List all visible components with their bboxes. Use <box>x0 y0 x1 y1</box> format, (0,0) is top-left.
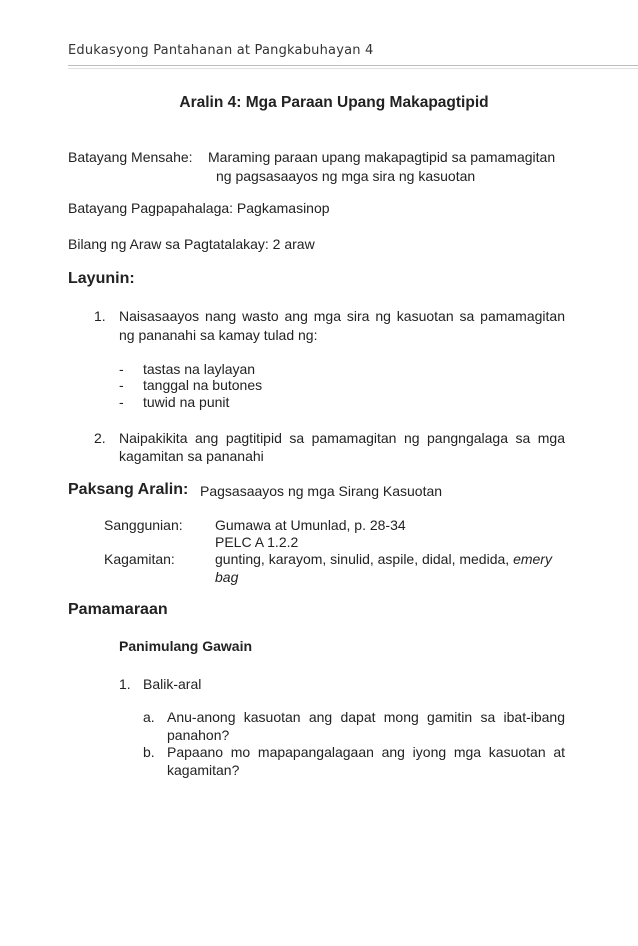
kagamitan-label: Kagamitan: <box>104 551 175 567</box>
batayang-mensahe-label: Batayang Mensahe: <box>68 149 193 165</box>
objective-number: 2. <box>94 430 106 446</box>
panimulang-gawain-heading: Panimulang Gawain <box>119 638 253 654</box>
objective-number: 1. <box>94 308 106 324</box>
step-text: Balik-aral <box>143 676 202 692</box>
objective-2-line-1: Naipakikita ang pagtitipid sa pamamagitan ng pangngalaga sa mga <box>119 430 565 446</box>
question-letter: a. <box>143 709 155 725</box>
objective-1-line-1: Naisasaayos nang wasto ang mga sira ng kasuotan sa pamamagitan <box>119 308 565 324</box>
question-a-line-2: panahon? <box>167 727 230 743</box>
lesson-title: Aralin 4: Mga Paraan Upang Makapagtipid <box>179 94 489 111</box>
pelc-code: PELC A 1.2.2 <box>215 534 299 550</box>
batayang-pagpapahalaga: Batayang Pagpapahalaga: Pagkamasinop <box>68 200 330 216</box>
question-letter: b. <box>143 744 155 760</box>
sub-bullet: - <box>119 377 124 393</box>
question-a-line-1: Anu-anong kasuotan ang dapat mong gamitin sa ibat-ibang <box>167 709 565 725</box>
document-header: Edukasyong Pantahanan at Pangkabuhayan 4 <box>68 43 374 58</box>
step-number: 1. <box>119 676 131 692</box>
question-b-line-2: kagamitan? <box>167 762 240 778</box>
batayang-mensahe-line-2: ng pagsasaayos ng mga sira ng kasuotan <box>216 168 476 184</box>
paksang-aralin-text: Pagsasaayos ng mga Sirang Kasuotan <box>200 483 443 499</box>
objective-1-line-2: ng pananahi sa kamay tulad ng: <box>119 327 318 343</box>
sub-bullet: - <box>119 361 124 377</box>
paksang-aralin-label: Paksang Aralin: <box>68 481 189 498</box>
batayang-mensahe-line-1: Maraming paraan upang makapagtipid sa pamamagitan <box>208 149 556 165</box>
layunin-heading: Layunin: <box>68 270 135 287</box>
sub-bullet: - <box>119 394 124 410</box>
header-divider-secondary <box>68 68 638 69</box>
question-b-line-1: Papaano mo mapapangalagaan ang iyong mga kasuotan at <box>167 744 565 760</box>
sub-item: tastas na laylayan <box>143 361 256 377</box>
kagamitan-value <box>215 551 552 567</box>
sanggunian-value: Gumawa at Umunlad, p. 28-34 <box>215 517 406 533</box>
kagamitan-bag: bag <box>215 569 239 585</box>
bilang-ng-araw: Bilang ng Araw sa Pagtatalakay: 2 araw <box>68 236 315 252</box>
pamamaraan-heading: Pamamaraan <box>68 601 168 618</box>
sanggunian-label: Sanggunian: <box>104 517 183 533</box>
sub-item: tuwid na punit <box>143 394 230 410</box>
kagamitan-emery: emery <box>513 551 552 567</box>
sub-item: tanggal na butones <box>143 377 263 393</box>
objective-2-line-2: kagamitan sa pananahi <box>119 448 264 464</box>
kagamitan-items: gunting, karayom, sinulid, aspile, didal, medida, <box>215 551 510 567</box>
header-divider <box>68 65 638 66</box>
